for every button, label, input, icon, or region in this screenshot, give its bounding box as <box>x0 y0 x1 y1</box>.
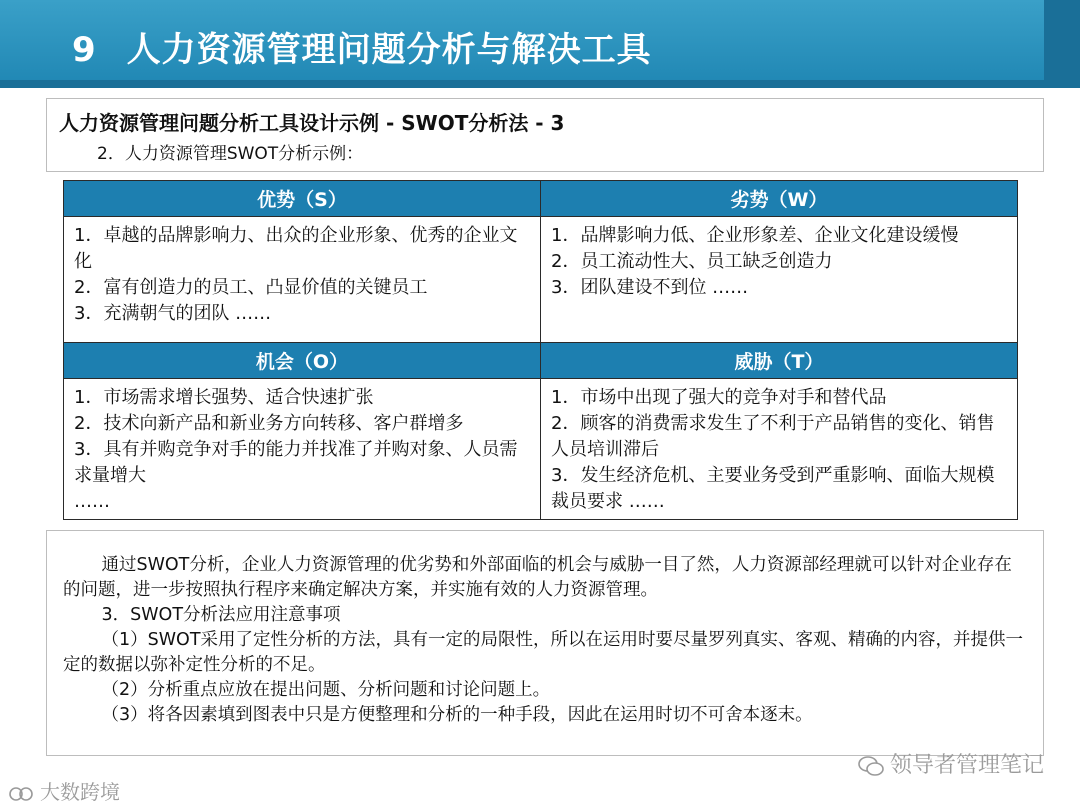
threats-cell <box>541 379 1018 520</box>
watermark-right-text: 领导者管理笔记 <box>889 753 1044 778</box>
watermark-left <box>8 776 120 805</box>
slide-title <box>72 22 652 71</box>
opportunity-item: 1．市场需求增长强势、适合快速扩张 <box>74 387 374 408</box>
opportunity-item: 3．具有并购竞争对手的能力并找准了并购对象、人员需求量增大 <box>74 439 518 486</box>
slide-number: 9 <box>72 30 97 70</box>
wechat-icon <box>858 756 884 776</box>
watermark-left-text: 大数跨境 <box>40 780 120 804</box>
corner-mark <box>1044 0 1080 88</box>
opportunity-item: 2．技术向新产品和新业务方向转移、客户群增多 <box>74 413 464 434</box>
threat-item: 3．发生经济危机、主要业务受到严重影响、面临大规模裁员要求 …… <box>551 465 995 512</box>
strength-item: 2．富有创造力的员工、凸显价值的关键员工 <box>74 277 428 298</box>
opportunities-header: 机会（O） <box>64 343 541 379</box>
threats-header: 威胁（T） <box>541 343 1018 379</box>
slide-title-text: 人力资源管理问题分析与解决工具 <box>126 30 652 70</box>
title-banner <box>0 0 1080 88</box>
threat-item: 1．市场中出现了强大的竞争对手和替代品 <box>551 387 887 408</box>
subtitle-box <box>46 98 1044 172</box>
threat-item: 2．顾客的消费需求发生了不利于产品销售的变化、销售人员培训滞后 <box>551 413 995 460</box>
watermark-right <box>858 748 1044 779</box>
title-banner-stripe <box>0 80 1080 88</box>
opportunities-cell <box>64 379 541 520</box>
weakness-item: 2．员工流动性大、员工缺乏创造力 <box>551 251 833 272</box>
swot-table <box>63 180 1018 520</box>
notes-box <box>46 530 1044 756</box>
section-subtitle: 人力资源管理问题分析工具设计示例 - SWOT分析法 - 3 <box>59 111 565 135</box>
weakness-item: 1．品牌影响力低、企业形象差、企业文化建设缓慢 <box>551 225 959 246</box>
weaknesses-cell <box>541 217 1018 343</box>
strengths-header: 优势（S） <box>64 181 541 217</box>
strength-item: 3．充满朝气的团队 …… <box>74 303 272 324</box>
weaknesses-header: 劣势（W） <box>541 181 1018 217</box>
weakness-item: 3．团队建设不到位 …… <box>551 277 749 298</box>
opportunity-item: …… <box>74 491 110 512</box>
notes-paragraph: 通过SWOT分析，企业人力资源管理的优劣势和外部面临的机会与威胁一目了然，人力资源部经理就可以针对企业存在的问题，进一步按照执行程序来确定解决方案，并实施有效的人力资源管理。 <box>63 555 1012 600</box>
intro-line: 2．人力资源管理SWOT分析示例： <box>97 144 364 164</box>
brand-logo-icon <box>8 784 34 804</box>
strengths-cell <box>64 217 541 343</box>
notes-point: （3）将各因素填到图表中只是方便整理和分析的一种手段，因此在运用时切不可舍本逐末。 <box>101 705 813 725</box>
notes-heading: 3．SWOT分析法应用注意事项 <box>101 605 341 625</box>
notes-point: （1）SWOT采用了定性分析的方法，具有一定的局限性，所以在运用时要尽量罗列真实、客观、精确的内容，并提供一定的数据以弥补定性分析的不足。 <box>63 630 1024 675</box>
strength-item: 1．卓越的品牌影响力、出众的企业形象、优秀的企业文化 <box>74 225 518 272</box>
notes-point: （2）分析重点应放在提出问题、分析问题和讨论问题上。 <box>101 680 551 700</box>
